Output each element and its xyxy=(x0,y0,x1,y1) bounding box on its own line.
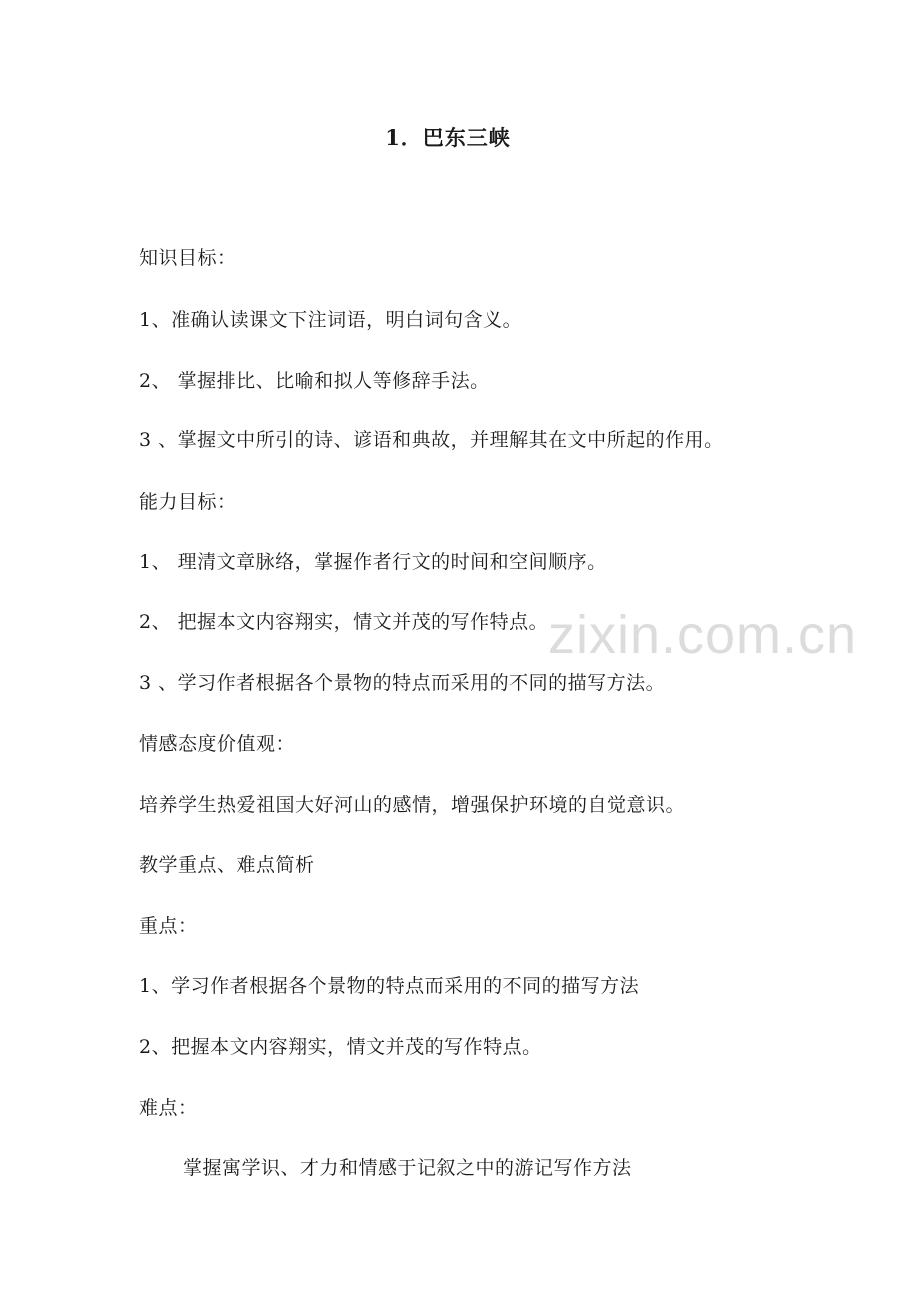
section-heading-knowledge: 知识目标： xyxy=(139,247,237,269)
focus-item-1: 1、学习作者根据各个景物的特点而采用的不同的描写方法 xyxy=(139,975,640,997)
section-heading-values: 情感态度价值观： xyxy=(139,733,296,755)
watermark: zixin.com.cn xyxy=(548,605,858,665)
difficulty-item: 掌握寓学识、才力和情感于记叙之中的游记写作方法 xyxy=(183,1157,632,1179)
ability-item-1: 1、 理清文章脉络，掌握作者行文的时间和空间顺序。 xyxy=(139,551,607,573)
section-heading-ability: 能力目标： xyxy=(139,491,237,513)
ability-item-3: 3 、学习作者根据各个景物的特点而采用的不同的描写方法。 xyxy=(139,672,666,694)
values-item: 培养学生热爱祖国大好河山的感情，增强保护环境的自觉意识。 xyxy=(139,794,686,816)
knowledge-item-2: 2、 掌握排比、比喻和拟人等修辞手法。 xyxy=(139,370,490,392)
section-heading-key-points: 教学重点、难点简析 xyxy=(139,854,315,876)
knowledge-item-3: 3 、掌握文中所引的诗、谚语和典故，并理解其在文中所起的作用。 xyxy=(139,429,724,451)
document-title: 1．巴东三峡 xyxy=(385,125,511,150)
ability-item-2: 2、 把握本文内容翔实，情文并茂的写作特点。 xyxy=(139,611,549,633)
knowledge-item-1: 1、准确认读课文下注词语，明白词句含义。 xyxy=(139,309,523,331)
subheading-focus: 重点： xyxy=(139,915,198,937)
focus-item-2: 2、把握本文内容翔实，情文并茂的写作特点。 xyxy=(139,1036,542,1058)
subheading-difficulty: 难点： xyxy=(139,1097,198,1119)
